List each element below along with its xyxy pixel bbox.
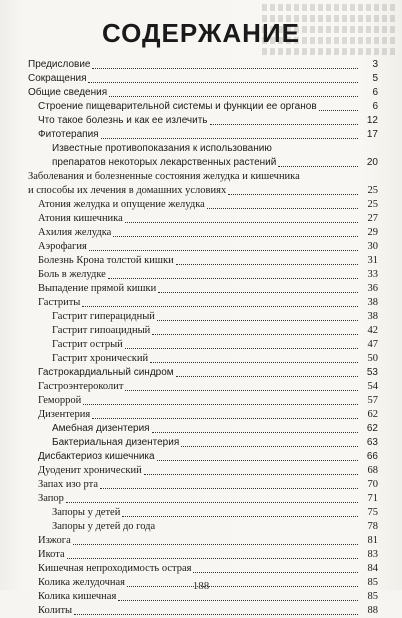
dot-leader <box>152 432 358 433</box>
toc-entry-title: Запоры у детей до года <box>52 521 156 532</box>
dot-leader <box>92 68 358 69</box>
toc-page-number: 85 <box>367 577 378 588</box>
toc-entry <box>28 212 378 226</box>
toc-page-number: 70 <box>367 479 378 490</box>
toc-entry-title: Боль в желудке <box>38 269 106 280</box>
toc-entry-title: Гастриты <box>38 297 81 308</box>
dot-leader <box>228 194 358 195</box>
toc-entry-title: Атония кишечника <box>38 213 123 224</box>
toc-entry <box>28 604 378 618</box>
toc-page-number: 47 <box>367 339 378 350</box>
toc-entry-title: Известные противопоказания к использованию <box>52 143 272 154</box>
dot-leader <box>82 306 358 307</box>
toc-entry <box>28 422 378 436</box>
toc-entry-title: Гастрит гипоацидный <box>52 325 151 336</box>
toc-entry <box>28 534 378 548</box>
dot-leader <box>100 488 358 489</box>
dot-leader <box>157 460 358 461</box>
toc-entry <box>28 58 378 72</box>
toc-entry-title: Сокращения <box>28 73 87 84</box>
toc-page-number: 83 <box>367 549 378 560</box>
toc-page-number: 62 <box>366 423 378 434</box>
toc-page-number: 38 <box>367 311 378 322</box>
dot-leader <box>193 572 358 573</box>
toc-entry <box>28 324 378 338</box>
dot-leader <box>89 250 358 251</box>
dot-leader <box>176 264 358 265</box>
toc-entry-title: Фитотерапия <box>38 129 99 140</box>
table-of-contents <box>28 58 378 618</box>
toc-page-number: 84 <box>367 563 378 574</box>
toc-page-number: 29 <box>367 227 378 238</box>
toc-entry <box>28 436 378 450</box>
toc-entry <box>28 464 378 478</box>
toc-entry-title: Дисбактериоз кишечника <box>38 451 155 462</box>
toc-entry <box>28 450 378 464</box>
dot-leader <box>101 138 358 139</box>
toc-entry <box>28 100 378 114</box>
toc-entry <box>28 590 378 604</box>
toc-entry <box>28 296 378 310</box>
dot-leader <box>150 362 358 363</box>
toc-entry <box>28 198 378 212</box>
toc-entry <box>28 114 378 128</box>
toc-entry-title: Аэрофагия <box>38 241 87 252</box>
page-title: СОДЕРЖАНИЕ <box>102 18 300 48</box>
toc-page-number: 5 <box>372 73 378 84</box>
dot-leader <box>88 82 358 83</box>
dot-leader <box>125 390 358 391</box>
toc-page-number: 62 <box>367 409 378 420</box>
dot-leader <box>278 166 358 167</box>
toc-page-number: 66 <box>366 451 378 462</box>
toc-page-number: 78 <box>367 521 378 532</box>
toc-entry <box>28 548 378 562</box>
toc-entry-title: Колика кишечная <box>38 591 117 602</box>
toc-entry-title: Запор <box>38 493 64 504</box>
dot-leader <box>92 418 358 419</box>
dot-leader <box>125 222 358 223</box>
toc-page-number: 88 <box>367 605 378 616</box>
toc-page-number: 6 <box>372 101 378 112</box>
dot-leader <box>158 292 358 293</box>
toc-page-number: 63 <box>366 437 378 448</box>
toc-entry <box>28 254 378 268</box>
toc-page-number: 27 <box>367 213 378 224</box>
dot-leader <box>66 502 358 503</box>
toc-entry <box>28 520 378 534</box>
toc-page-number: 12 <box>366 115 378 126</box>
toc-entry-title: Запах изо рта <box>38 479 99 490</box>
toc-page-number: 3 <box>372 59 378 70</box>
dot-leader <box>210 124 358 125</box>
toc-entry <box>28 240 378 254</box>
toc-entry <box>28 352 378 366</box>
toc-entry <box>28 72 378 86</box>
toc-entry-title: Дуоденит хронический <box>38 465 142 476</box>
dot-leader <box>144 474 358 475</box>
dot-leader <box>181 446 358 447</box>
toc-entry <box>28 366 378 380</box>
dot-leader <box>157 530 358 531</box>
dot-leader <box>319 110 358 111</box>
toc-page-number: 50 <box>367 353 378 364</box>
dot-leader <box>152 334 358 335</box>
dot-leader <box>74 614 358 615</box>
toc-page-number: 6 <box>372 87 378 98</box>
toc-entry <box>28 310 378 324</box>
toc-entry-title: Запоры у детей <box>52 507 121 518</box>
dot-leader <box>67 558 358 559</box>
toc-entry-title: Выпадение прямой кишки <box>38 283 157 294</box>
toc-entry <box>28 226 378 240</box>
toc-page-number: 71 <box>367 493 378 504</box>
toc-entry-title: Гастрит гиперацидный <box>52 311 155 322</box>
dot-leader <box>108 278 358 279</box>
toc-entry-title: Кишечная непроходимость острая <box>38 563 192 574</box>
toc-entry-title-continued: и способы их лечения в домашних условиях <box>28 185 227 196</box>
toc-entry <box>28 492 378 506</box>
dot-leader <box>118 600 358 601</box>
toc-entry-title: Геморрой <box>38 395 82 406</box>
toc-entry-title: Болезнь Крона толстой кишки <box>38 255 174 266</box>
toc-entry-title: Гастрит острый <box>52 339 123 350</box>
toc-entry <box>28 408 378 422</box>
toc-page-number: 20 <box>366 157 378 168</box>
toc-page-number: 54 <box>367 381 378 392</box>
toc-entry <box>28 128 378 142</box>
dot-leader <box>109 96 358 97</box>
dot-leader <box>125 348 358 349</box>
toc-entry-title: Гастроэнтероколит <box>38 381 124 392</box>
toc-page-number: 25 <box>367 185 378 196</box>
page-number: 188 <box>192 580 210 592</box>
toc-entry-title: Амебная дизентерия <box>52 423 150 434</box>
toc-page-number: 81 <box>367 535 378 546</box>
toc-page-number: 30 <box>367 241 378 252</box>
toc-page-number: 85 <box>367 591 378 602</box>
dot-leader <box>157 320 358 321</box>
toc-page-number: 53 <box>366 367 378 378</box>
toc-entry <box>28 86 378 100</box>
toc-entry-title: Заболевания и болезненные состояния желудка и кишечника <box>28 171 300 182</box>
toc-entry <box>28 478 378 492</box>
toc-page-number: 68 <box>367 465 378 476</box>
toc-entry-title: Строение пищеварительной системы и функции ее органов <box>38 101 317 112</box>
toc-entry-title: Атония желудка и опущение желудка <box>38 199 205 210</box>
toc-page-number: 25 <box>367 199 378 210</box>
toc-page-number: 57 <box>367 395 378 406</box>
toc-entry-title-continued: препаратов некоторых лекарственных растений <box>52 157 277 168</box>
toc-entry-title: Колика желудочная <box>38 577 125 588</box>
toc-entry <box>28 562 378 576</box>
toc-entry-title: Гастрит хронический <box>52 353 149 364</box>
toc-entry <box>28 338 378 352</box>
toc-page-number: 42 <box>367 325 378 336</box>
toc-page-number: 75 <box>367 507 378 518</box>
toc-entry-title: Ахилия желудка <box>38 227 112 238</box>
toc-entry-title: Дизентерия <box>38 409 91 420</box>
dot-leader <box>83 404 358 405</box>
toc-entry <box>28 268 378 282</box>
toc-entry-title: Икота <box>38 549 65 560</box>
toc-entry <box>28 506 378 520</box>
dot-leader <box>122 516 358 517</box>
toc-entry <box>28 170 378 198</box>
dot-leader <box>73 544 358 545</box>
dot-leader <box>113 236 358 237</box>
toc-page-number: 38 <box>367 297 378 308</box>
toc-entry <box>28 380 378 394</box>
toc-page-number: 33 <box>367 269 378 280</box>
toc-entry-title: Колиты <box>38 605 73 616</box>
toc-page-number: 17 <box>366 129 378 140</box>
toc-entry <box>28 282 378 296</box>
toc-entry-title: Что такое болезнь и как ее излечить <box>38 115 208 126</box>
toc-entry-title: Изжога <box>38 535 71 546</box>
toc-entry-title: Бактериальная дизентерия <box>52 437 180 448</box>
toc-entry-title: Гастрокардиальный синдром <box>38 367 174 378</box>
toc-entry-title: Общие сведения <box>28 87 108 98</box>
toc-page-number: 31 <box>367 255 378 266</box>
toc-entry <box>28 142 378 170</box>
toc-entry <box>28 394 378 408</box>
dot-leader <box>207 208 358 209</box>
toc-entry-title: Предисловие <box>28 59 91 70</box>
dot-leader <box>176 376 358 377</box>
toc-page-number: 36 <box>367 283 378 294</box>
